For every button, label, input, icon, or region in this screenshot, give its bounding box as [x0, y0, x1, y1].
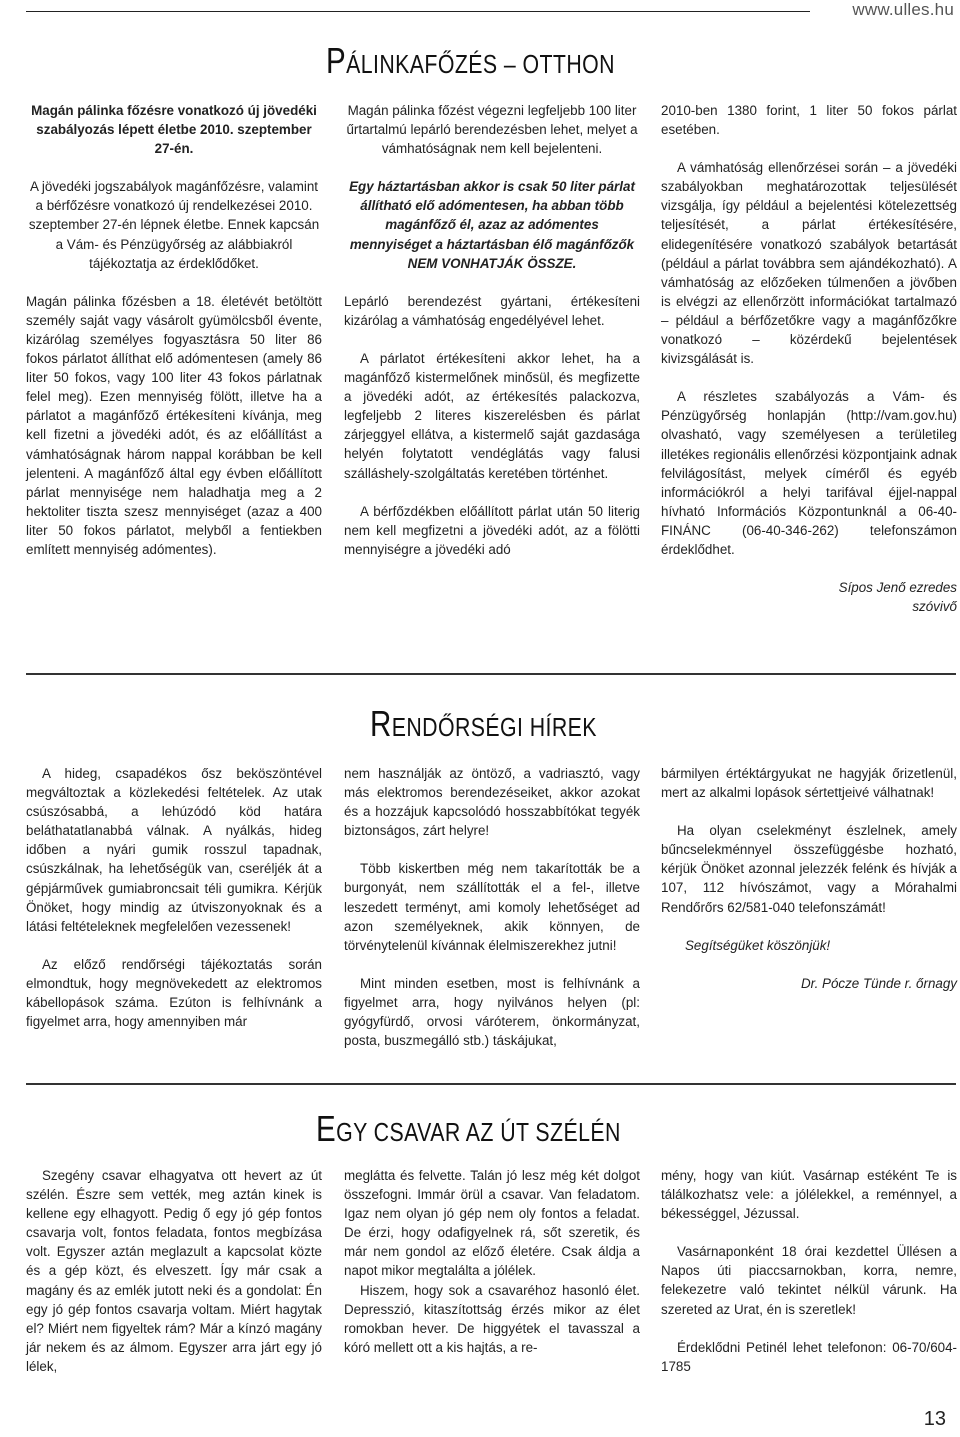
- paragraph: A bérfőzdékben előállított párlat után 50 literig nem kell megfizetni a jövedéki adót, az a fölötti mennyiségre a jövedéki adó: [344, 503, 640, 557]
- paragraph: Magán pálinka főzésre vonatkozó új jövedéki szabályozás lépett életbe 2010. szeptember 27-én.: [31, 103, 317, 157]
- paragraph: meglátta és felvette. Talán jó lesz még két dolgot összefogni. Immár örül a csavar. Van feladatom. Igaz nem olyan jó gép nem oly fontos a feladat. De érzi, hogy odafigyelnek rá, sőt szeretik, és már nem gondol az előző életére. Csak áldja a napot mikor megtalálta a jólélek.: [344, 1168, 640, 1279]
- paragraph: Szegény csavar elhagyatva ott hevert az út szélén. Észre sem vették, meg aztán kinek is kellene egy elhagyott. Pedig ő egy jó gép fontos csavarja volt, fontos feladata, fontos megbízása volt. Egyszer aztán meglazult a kapcsolat közte és a gép közt, és elveszett. Így már csak a magány és az emlék jutott neki és a gondolat: Én egy jó gép fontos csavarja voltam. Miért hagytak el? Miért nem figyeltek rám? Már a kínzó magány jár nekem és az álmom. Egyszer arra járt egy jó lélek,: [26, 1168, 322, 1374]
- paragraph: bármilyen értéktárgyukat ne hagyják őrizetlenül, mert az alkalmi lopások sértettjeivé válhatnak!: [661, 766, 957, 801]
- paragraph: Magán pálinka főzést végezni legfeljebb 100 liter űrtartalmú lepárló berendezésben lehet, melyet a vámhatóságnak nem kell bejelenteni.: [346, 103, 638, 157]
- paragraph: Sípos Jenő ezredes: [838, 580, 957, 596]
- paragraph: A párlatot értékesíteni akkor lehet, ha a magánfőző kistermelőnek minősül, és megfizette a jövedéki adót, az értékesítés palackozva, legfeljebb 2 literes kiszerelésben és párlat zárjeggyel ellátva, a kistermelő saját gazdasága helyén folytatott vendéglátás vagy falusi szálláshely-szolgáltatás keretében történhet.: [344, 350, 640, 481]
- paragraph: Ha olyan cselekményt észlelnek, amely bűncselekménnyel összefüggésbe hozható, kérjük Önöket azonnal jelezzék felénk és hívják a 107, 112 hívószámot, vagy a Mórahalmi Rendőrőrs 62/581-040 telefonszámát!: [661, 823, 957, 915]
- paragraph: nem használják az öntöző, a vadriasztó, vagy más elektromos berendezéseiket, akkor azokat és a hozzájuk kapcsolódó hosszabbítókat tegyék biztonságos, zárt helyre!: [344, 766, 640, 839]
- article2-column-2: [344, 764, 640, 1069]
- article3-column-1: [26, 1166, 322, 1395]
- paragraph: A jövedéki jogszabályok magánfőzésre, valamint a bérfőzésre vonatkozó új rendelkezései 2010. szeptember 27-én lépnek életbe. Ennek kapcsán a Vám- és Pénzügyőrség az alábbiakról tájékoztatja az érdeklődőket.: [28, 179, 320, 271]
- article3-column-2: [344, 1166, 640, 1376]
- paragraph: A vámhatóság ellenőrzései során – a jövedéki szabályokban meghatározottak teljesülését vizsgálja, így például a bejelentési kötelezettség teljesítését, a párlat értékesítésére, elidegenítésére vonatkozó szabályok betartását (például a párlat továbbra sem ajándékozható). A vámhatóság az előzőeken túlmenően a jövőben is elvégzi az ellenőrzött információkat tartalmazó – például a bérfőzetőkre vagy a magánfőzőkre vonatkozó – közérdekű bejelentések kivizsgálását is.: [661, 160, 957, 367]
- site-url: www.ulles.hu: [852, 0, 954, 19]
- article-title-palinkafozes: PÁLINKAFŐZÉS – OTTHON: [326, 40, 615, 81]
- paragraph: 2010-ben 1380 forint, 1 liter 50 fokos párlat esetében.: [661, 103, 957, 138]
- header-rule: [26, 11, 810, 12]
- paragraph: Segítségüket köszönjük!: [685, 937, 831, 953]
- article1-column-1: [26, 101, 322, 578]
- paragraph: A részletes szabályozás a Vám- és Pénzügyőrség honlapján (http://vam.gov.hu) olvasható, vagy személyesen a területileg illetékes regionális ellenőrzési központjaink adnak felvilágosítást, melyek címéről és egyéb információkról a helyi tarifával éjjel-nappal hívható Információs Központunknál a 06-40-FINÁNC (06-40-346-262) telefonszámon érdeklődhet.: [661, 389, 957, 557]
- paragraph: mény, hogy van kiút. Vasárnap estéként Te is tálálkozhatsz vele: a jólélekkel, a reménnyel, a békességgel, Jézussal.: [661, 1168, 957, 1222]
- article3-column-3: [661, 1166, 957, 1395]
- paragraph: Vasárnaponként 18 órai kezdettel Üllésen a Napos úti piaccsarnokban, korra, nemre, felekezetre való tekintet nélkül várunk. Ha szereted az Urat, én is szeretlek!: [661, 1244, 957, 1317]
- paragraph: Az előző rendőrségi tájékoztatás során elmondtuk, hogy megnövekedett az elektromos kábellopások száma. Ezúton is felhívnánk a figyelmet arra, hogy amennyiben már: [26, 956, 322, 1030]
- paragraph: Lepárló berendezést gyártani, értékesíteni kizárólag a vámhatóság engedélyével lehet.: [344, 293, 640, 328]
- paragraph: Magán pálinka főzésben a 18. életévét betöltött személy saját vagy vásárolt gyümölcsből évente, kizárólag személyes fogyasztásra 50 liter 86 fokos párlatot állíthat elő adómentesen (amely 86 liter 50 fokos, vagy 100 liter 43 fokos párlatnak felel meg). Ezen mennyiség fölött, illetve ha a párlatot a magánfőző értékesíteni kívánja, meg kell fizetni a jövedéki adót, és az előállítást a vámhatóságnak három nappal korábban be kell jelenteni. A magánfőző által egy évben előállított párlat mennyisége nem haladhatja meg a 2 hektoliter tiszta szesz mennyiséget (azaz a 400 liter 50 fokos párlatot, melyből a fentiekben említett mennyiség adómentes).: [26, 293, 322, 557]
- page-number: 13: [923, 1408, 946, 1430]
- article-title-egy-csavar: EGY CSAVAR AZ ÚT SZÉLÉN: [316, 1108, 621, 1149]
- paragraph: Érdeklődni Petinél lehet telefonon: 06-70/604-1785: [661, 1339, 957, 1374]
- paragraph: Több kiskertben még nem takarították be a burgonyát, nem szállították el a fel-, illetve leszedett terményt, ami komoly lehetőséget ad azon személyeknek, akik könnyen, de törvénytelenül kívánnak élelmiszerekhez jutni!: [344, 861, 640, 953]
- section-divider: [26, 673, 956, 675]
- article-title-rendorsegi-hirek: RENDŐRSÉGI HÍREK: [370, 703, 597, 744]
- article1-column-3: [661, 101, 957, 635]
- paragraph: Hiszem, hogy sok a csavaréhoz hasonló élet. Depresszió, kitaszítottság érzés mikor az élet romokban hever. De higgyétek el tavasszal a kóró mellett ott a kis hajtás, a re-: [344, 1282, 640, 1355]
- paragraph: Dr. Pócze Tünde r. őrnagy: [800, 975, 957, 991]
- paragraph: Egy háztartásban akkor is csak 50 liter párlat állítható elő adómentesen, ha abban több magánfőző él, azaz az adómentes mennyiséget a háztartásban élő magánfőzők NEM VONHATJÁK ÖSSZE.: [349, 179, 635, 271]
- paragraph: A hideg, csapadékos ősz beköszöntével megváltoztak a közlekedési feltételek. Az utak csúszósabbá, a lehúzódó köd határa beláthatatlanabbá válnak. A nyálkás, hideg időben a nyári gumik rosszul tapadnak, csúszkálnak, ha lehetőségük van, cseréljék át a gépjárművek gumiabroncsait téli gumikra. Kérjük Önöket, hogy mindig az útviszonyoknak és a látási feltételeknek megfelelően vezessenek!: [26, 766, 322, 934]
- article1-column-2: [344, 101, 640, 578]
- article2-column-3: [661, 764, 957, 1012]
- section-divider: [26, 1083, 956, 1085]
- paragraph: szóvivő: [912, 599, 957, 615]
- article2-column-1: [26, 764, 322, 1050]
- paragraph: Mint minden esetben, most is felhívnánk a figyelmet arra, hogy nyilvános helyen (pl: gyógyfürdő, orvosi váróterem, önkormányzat, posta, buszmegálló stb.) táskájukat,: [344, 975, 640, 1049]
